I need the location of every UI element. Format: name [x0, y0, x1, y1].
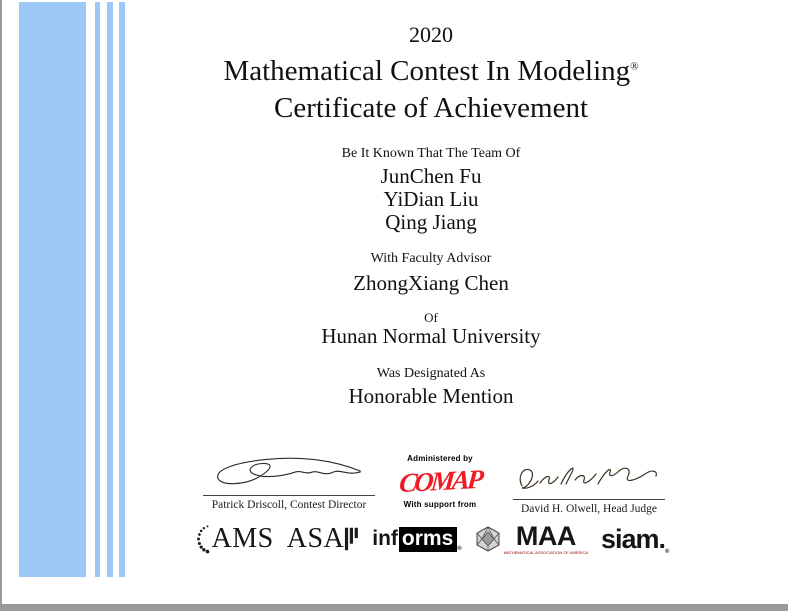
- team-member-name: YiDian Liu: [383, 187, 479, 211]
- team-member-name: Qing Jiang: [385, 210, 477, 234]
- of-label: Of: [424, 310, 438, 325]
- contest-director-signature-block: [203, 452, 375, 511]
- team-member-name: JunChen Fu: [380, 164, 482, 188]
- team-members-list: [78, 165, 784, 234]
- contest-title: [78, 55, 784, 88]
- administered-by-label: Administered by: [407, 454, 473, 463]
- registered-trademark-symbol: ®: [630, 60, 639, 73]
- team-intro-label: Be It Known That The Team Of: [341, 146, 521, 161]
- maa-logo: [475, 523, 588, 555]
- asa-logo: [287, 523, 360, 555]
- maa-logo-text: MAA: [515, 521, 576, 551]
- support-from-label: With support from: [403, 500, 477, 509]
- informs-registered-symbol: ®: [457, 545, 462, 552]
- asa-bars-icon: [344, 525, 359, 553]
- siam-logo-text: siam.: [601, 523, 666, 554]
- bottom-edge-border: [0, 604, 788, 611]
- signature-line: [513, 499, 665, 500]
- ams-logo-text: AMS: [211, 523, 274, 554]
- contest-title-text: Mathematical Contest In Modeling: [223, 55, 631, 87]
- sponsor-logos-row: [78, 518, 784, 560]
- signature-line: [203, 495, 375, 496]
- ams-logo: [194, 523, 274, 555]
- designation-label: Was Designated As: [376, 366, 486, 381]
- administered-by-block: [387, 454, 493, 509]
- informs-logo-boxed-text: orms: [399, 527, 457, 552]
- designation-award: Honorable Mention: [348, 384, 514, 408]
- head-judge-name: David H. Olwell, Head Judge: [520, 503, 658, 515]
- contest-year: 2020: [409, 22, 453, 47]
- siam-registered-symbol: ®: [665, 548, 669, 555]
- ams-dots-icon: [194, 523, 212, 555]
- comap-logo: COMAP: [397, 463, 483, 499]
- head-judge-signature-icon: [514, 462, 664, 494]
- institution-name: Hunan Normal University: [321, 324, 541, 348]
- left-edge-border: [0, 0, 2, 611]
- informs-logo-prefix: inf: [372, 527, 398, 550]
- contest-director-signature-icon: [204, 452, 374, 490]
- asa-logo-text: ASA: [286, 523, 345, 554]
- siam-logo: [601, 524, 668, 555]
- maa-caption-text: MATHEMATICAL ASSOCIATION OF AMERICA: [503, 550, 588, 555]
- advisor-name: ZhongXiang Chen: [353, 271, 509, 295]
- advisor-label: With Faculty Advisor: [370, 251, 492, 266]
- contest-director-name: Patrick Driscoll, Contest Director: [211, 499, 367, 511]
- head-judge-signature-block: [513, 462, 665, 515]
- maa-text-block: [504, 523, 588, 555]
- decorative-stripe-wide: [19, 2, 86, 577]
- informs-logo: [372, 527, 461, 552]
- certificate-subtitle: Certificate of Achievement: [273, 92, 589, 124]
- maa-geodesic-icon: [475, 526, 501, 552]
